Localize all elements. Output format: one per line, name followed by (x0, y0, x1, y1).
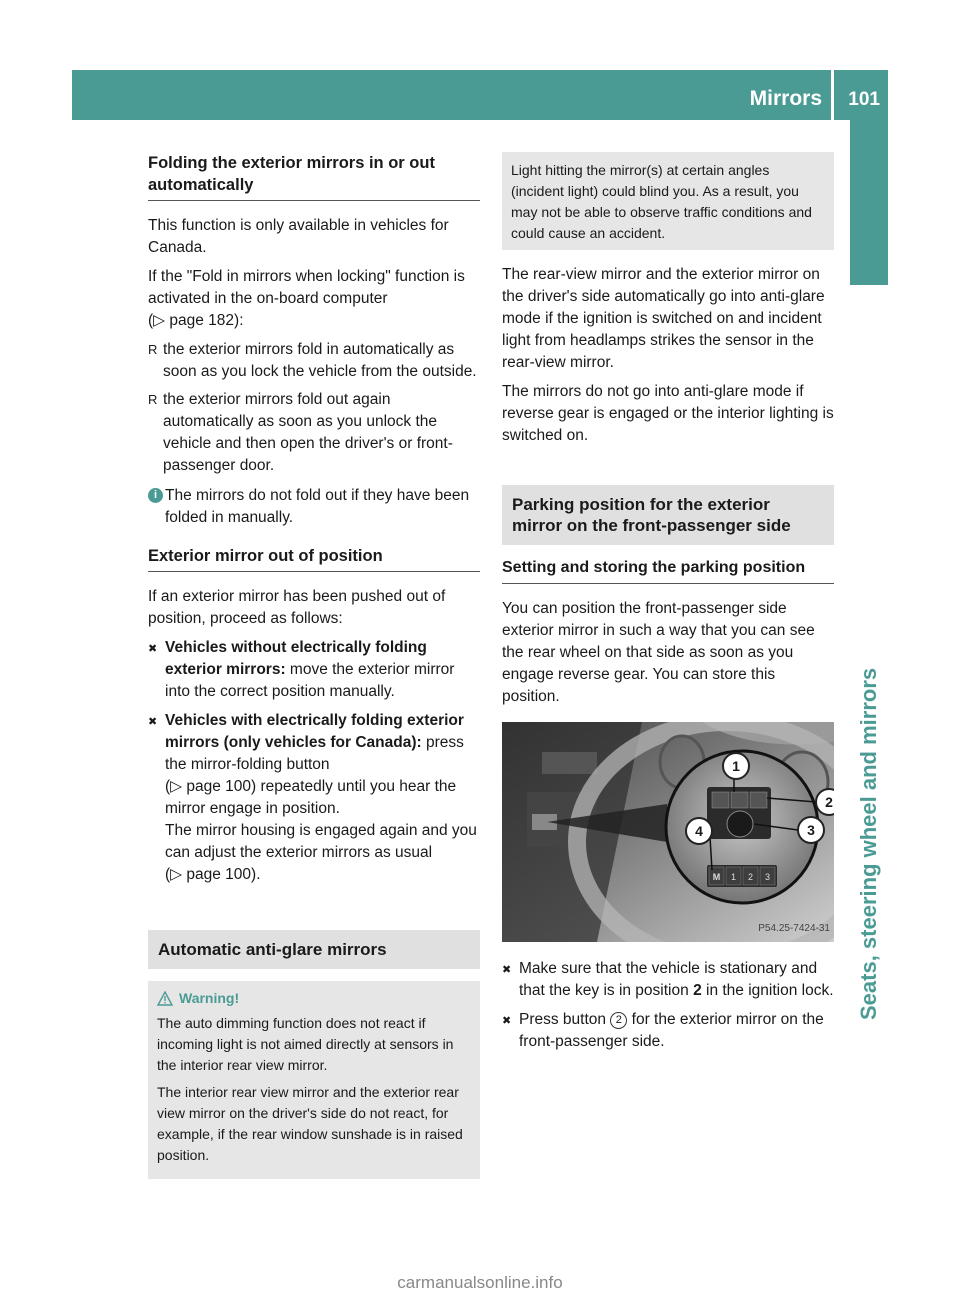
door-control-illustration (502, 722, 834, 942)
warning-paragraph: The auto dimming function does not react if incoming light is not aimed directly at sensors in the interior rear view mirror. (157, 1015, 454, 1073)
step-bold-text: Vehicles without electrically folding exterior mirrors: (165, 639, 427, 678)
step-arrow-icon: ✖ (502, 964, 512, 976)
key-position: 2 (693, 982, 702, 999)
anti-glare-paragraph-2: The mirrors do not go into anti-glare mode if reverse gear is engaged or the interior lighting is switched on. (502, 383, 834, 444)
list-item (148, 389, 480, 477)
anti-glare-paragraph-1: The rear-view mirror and the exterior mirror on the driver's side automatically go into anti-glare mode if the ignition is switched on and incident light from headlamps strikes the sensor in the rear-view mirror. (502, 266, 825, 371)
step-bold-text: Vehicles with electrically folding exterior mirrors (only vehicles for Canada): (165, 712, 464, 751)
header-bar (72, 70, 888, 120)
fold-paragraph-2-text: If the "Fold in mirrors when locking" function is activated in the on-board computer (148, 268, 465, 307)
door-control-figure (502, 722, 834, 942)
parking-paragraph: You can position the front-passenger side exterior mirror in such a way that you can see the rear wheel on that side as soon as you engage reverse gear. You can store this position. (502, 600, 815, 705)
callout-2: 2 (815, 788, 834, 816)
memory-button-m: M (712, 872, 721, 882)
step-text: Make sure that the vehicle is stationary and that the key is in position (519, 960, 818, 999)
instruction-step (502, 958, 834, 1002)
step-text: move the exterior mirror into the correct position manually. (165, 661, 455, 700)
step-arrow-icon: ✖ (148, 716, 158, 728)
parking-subheading: Setting and storing the parking position (502, 557, 834, 584)
step-text: in the ignition lock. (706, 982, 834, 999)
memory-button-1: 1 (730, 872, 737, 882)
memory-button-2: 2 (747, 872, 754, 882)
out-of-position-intro: If an exterior mirror has been pushed out of position, proceed as follows: (148, 588, 446, 627)
callout-1: 1 (722, 752, 750, 780)
step-text: press the mirror-folding button (165, 734, 464, 773)
fold-heading: Folding the exterior mirrors in or out automatically (148, 152, 480, 201)
memory-button-3: 3 (764, 872, 771, 882)
warning-paragraph: The interior rear view mirror and the exterior rear view mirror on the driver's side do not react, for example, if the rear window sunshade is in raised position. (157, 1084, 463, 1163)
page-reference[interactable]: (▷ page 100). (165, 866, 261, 883)
side-tab (850, 120, 888, 285)
instruction-step (148, 710, 480, 886)
info-icon: i (148, 488, 163, 503)
info-note-text: The mirrors do not fold out if they have been folded in manually. (165, 487, 470, 526)
warning-label: Warning! (179, 990, 240, 1006)
right-column (502, 152, 834, 1060)
fold-paragraph-1: This function is only available in vehicles for Canada. (148, 217, 449, 256)
list-item-text: the exterior mirrors fold in automatically as soon as you lock the vehicle from the outside. (163, 341, 477, 380)
warning-header (157, 988, 471, 1009)
callout-3: 3 (797, 816, 825, 844)
instruction-step (148, 637, 480, 703)
bullet-icon: R (148, 342, 158, 357)
anti-glare-title: Automatic anti-glare mirrors (148, 930, 480, 969)
page-reference[interactable]: (▷ page 182): (148, 312, 244, 329)
button-reference: 2 (610, 1012, 627, 1029)
out-of-position-heading: Exterior mirror out of position (148, 545, 480, 572)
warning-box (148, 981, 480, 1179)
fold-paragraph-2 (148, 266, 480, 332)
bullet-icon: R (148, 392, 158, 407)
warning-box-continued (502, 152, 834, 250)
page-reference[interactable]: (▷ page 100) (165, 778, 257, 795)
chapter-label: Seats, steering wheel and mirrors (856, 667, 881, 1020)
left-column (148, 152, 480, 1179)
step-text: repeatedly until you hear the mirror engage in position. (165, 778, 457, 817)
step-text: The mirror housing is engaged again and you can adjust the exterior mirrors as usual (165, 822, 477, 861)
warning-triangle-icon (157, 991, 173, 1006)
list-item-text: the exterior mirrors fold out again automatically as soon as you unlock the vehicle and then open the driver's or front-passenger door. (163, 391, 453, 474)
section-title: Mirrors (749, 87, 822, 110)
instruction-step (502, 1009, 834, 1053)
callout-4: 4 (685, 817, 713, 845)
step-text: for the exterior mirror on the front-passenger side. (519, 1011, 824, 1050)
footer-watermark: carmanualsonline.info (397, 1273, 563, 1292)
step-arrow-icon: ✖ (502, 1015, 512, 1027)
warning-paragraph: Light hitting the mirror(s) at certain angles (incident light) could blind you. As a result, you may not be able to observe traffic conditions and could cause an accident. (511, 162, 812, 241)
header-separator (831, 70, 834, 120)
step-arrow-icon: ✖ (148, 643, 158, 655)
figure-code: P54.25-7424-31 (758, 923, 830, 934)
step-text: Press button (519, 1011, 607, 1028)
parking-position-title: Parking position for the exterior mirror on the front-passenger side (502, 485, 834, 545)
page-number: 101 (848, 89, 880, 110)
info-note (148, 485, 480, 529)
list-item (148, 339, 480, 383)
